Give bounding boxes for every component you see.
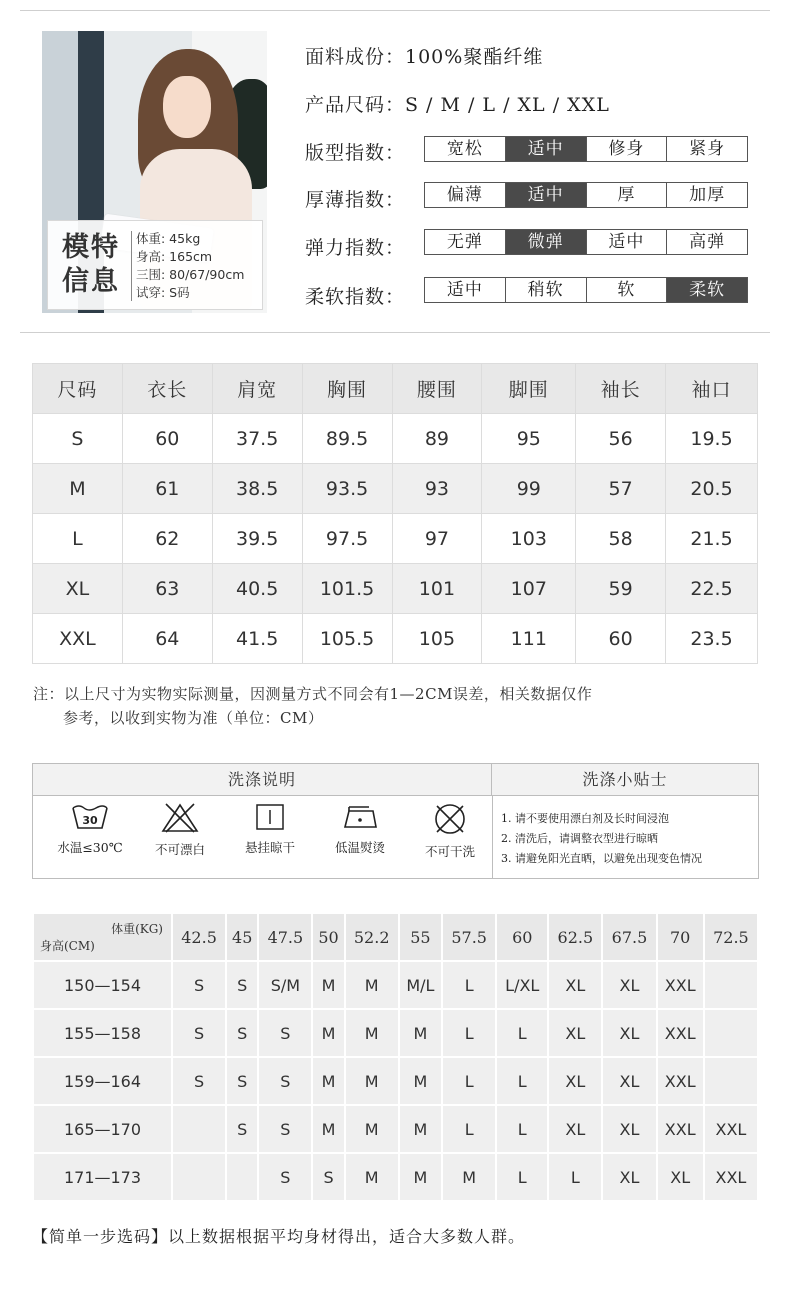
fabric-composition: 面料成份：100%聚酯纤维 bbox=[305, 46, 544, 68]
model-weight: 体重: 45kg bbox=[136, 231, 201, 246]
recommended-size-cell: XL bbox=[602, 1057, 656, 1105]
size-table-header-cell: 肩宽 bbox=[212, 364, 302, 414]
size-table-cell: 21.5 bbox=[666, 514, 758, 564]
weight-header-cell: 55 bbox=[399, 913, 442, 961]
measurement-note-line2: 参考，以收到实物为准（单位：CM） bbox=[63, 709, 324, 727]
size-table-cell: 19.5 bbox=[666, 414, 758, 464]
thickness-option: 适中 bbox=[506, 183, 587, 207]
recommended-size-cell: L bbox=[496, 1105, 548, 1153]
top-divider bbox=[20, 10, 770, 11]
recommended-size-cell: S bbox=[172, 1057, 226, 1105]
size-table-header-cell: 腰围 bbox=[392, 364, 482, 414]
recommended-size-cell: XL bbox=[548, 1009, 602, 1057]
svg-text:30: 30 bbox=[82, 814, 98, 827]
size-table-cell: 95 bbox=[482, 414, 576, 464]
size-table-header-cell: 脚围 bbox=[482, 364, 576, 414]
weight-table-header bbox=[33, 913, 758, 961]
recommended-size-cell: M bbox=[442, 1153, 496, 1201]
recommended-size-cell: S bbox=[226, 1105, 258, 1153]
size-table-cell: 60 bbox=[122, 414, 212, 464]
size-table-cell: 41.5 bbox=[212, 614, 302, 664]
recommended-size-cell: L bbox=[442, 1009, 496, 1057]
low-iron-item bbox=[315, 802, 405, 856]
care-tip: 3. 请避免阳光直晒，以避免出现变色情况 bbox=[501, 852, 702, 865]
model-trial-size: 试穿: S码 bbox=[136, 285, 190, 300]
size-table-cell: 57 bbox=[576, 464, 666, 514]
stretch-option: 高弹 bbox=[689, 232, 726, 252]
recommended-size-cell: M bbox=[312, 1009, 344, 1057]
recommended-size-cell: M bbox=[345, 961, 399, 1009]
size-table-cell: 39.5 bbox=[212, 514, 302, 564]
thickness-option: 偏薄 bbox=[425, 183, 506, 207]
size-table-cell: L bbox=[33, 514, 123, 564]
stretch-index-scale bbox=[424, 229, 748, 255]
weight-header-cell: 67.5 bbox=[602, 913, 656, 961]
fit-index-scale bbox=[424, 136, 748, 162]
size-table-row bbox=[33, 464, 758, 514]
section-divider bbox=[20, 332, 770, 333]
care-header: 洗涤说明 bbox=[33, 764, 492, 796]
thickness-option: 厚 bbox=[587, 183, 668, 207]
recommended-size-cell bbox=[226, 1153, 258, 1201]
size-table-header-cell: 袖长 bbox=[576, 364, 666, 414]
wash-30-label: 水温≤30℃ bbox=[57, 840, 123, 855]
softness-index-scale bbox=[424, 277, 748, 303]
recommended-size-cell: XXL bbox=[704, 1153, 758, 1201]
size-table-row bbox=[33, 614, 758, 664]
recommended-size-cell: L bbox=[496, 1153, 548, 1201]
recommended-size-cell: L bbox=[442, 961, 496, 1009]
recommended-size-cell: XL bbox=[602, 1105, 656, 1153]
care-instructions bbox=[32, 763, 759, 879]
fit-option: 宽松 bbox=[425, 137, 506, 161]
fit-option: 适中 bbox=[506, 137, 587, 161]
hang-dry-item bbox=[225, 802, 315, 856]
no-bleach-label: 不可漂白 bbox=[154, 842, 205, 857]
size-table-row bbox=[33, 414, 758, 464]
weight-header-cell: 70 bbox=[657, 913, 704, 961]
no-dry-clean-icon bbox=[432, 802, 468, 836]
height-range-cell: 150—154 bbox=[33, 961, 172, 1009]
recommended-size-cell: L bbox=[442, 1057, 496, 1105]
size-table-cell: 38.5 bbox=[212, 464, 302, 514]
recommended-size-cell: XXL bbox=[657, 1009, 704, 1057]
size-table-cell: 22.5 bbox=[666, 564, 758, 614]
softness-option: 稍软 bbox=[506, 278, 587, 302]
size-table-cell: 61 bbox=[122, 464, 212, 514]
recommended-size-cell: S bbox=[226, 961, 258, 1009]
hang-dry-label: 悬挂晾干 bbox=[244, 840, 295, 855]
recommended-size-cell: S bbox=[226, 1009, 258, 1057]
recommended-size-cell: M bbox=[399, 1153, 442, 1201]
size-table-cell: 62 bbox=[122, 514, 212, 564]
weight-height-corner bbox=[33, 913, 172, 961]
softness-option: 适中 bbox=[425, 278, 506, 302]
size-table-cell: 105 bbox=[392, 614, 482, 664]
height-range-cell: 155—158 bbox=[33, 1009, 172, 1057]
softness-option: 柔软 bbox=[667, 278, 747, 302]
stretch-option: 无弹 bbox=[425, 230, 506, 254]
size-table-cell: XL bbox=[33, 564, 123, 614]
stretch-option: 适中 bbox=[587, 230, 668, 254]
stretch-index-label: 弹力指数： bbox=[305, 237, 406, 259]
model-info-card bbox=[47, 220, 263, 310]
height-range-cell: 159—164 bbox=[33, 1057, 172, 1105]
low-iron-label: 低温熨烫 bbox=[334, 840, 385, 855]
recommended-size-cell: M/L bbox=[399, 961, 442, 1009]
recommended-size-cell: S bbox=[258, 1057, 312, 1105]
recommended-size-cell: L bbox=[496, 1009, 548, 1057]
no-dry-clean-label: 不可干洗 bbox=[424, 844, 475, 859]
thickness-index-label: 厚薄指数： bbox=[305, 189, 406, 211]
height-range-cell: 171—173 bbox=[33, 1153, 172, 1201]
size-table-cell: 107 bbox=[482, 564, 576, 614]
size-table-cell: 56 bbox=[576, 414, 666, 464]
size-chart-table bbox=[32, 363, 758, 664]
size-table-cell: 23.5 bbox=[666, 614, 758, 664]
size-table-cell: 105.5 bbox=[302, 614, 392, 664]
weight-header-cell: 47.5 bbox=[258, 913, 312, 961]
height-range-cell: 165—170 bbox=[33, 1105, 172, 1153]
model-measurements: 三围: 80/67/90cm bbox=[136, 267, 245, 282]
size-table-row bbox=[33, 514, 758, 564]
size-table-cell: XXL bbox=[33, 614, 123, 664]
size-table-cell: 99 bbox=[482, 464, 576, 514]
size-table-cell: 101.5 bbox=[302, 564, 392, 614]
recommended-size-cell: L bbox=[496, 1057, 548, 1105]
size-table-header-cell: 衣长 bbox=[122, 364, 212, 414]
recommended-size-cell bbox=[704, 961, 758, 1009]
weight-table-row bbox=[33, 1153, 758, 1201]
recommended-size-cell: XXL bbox=[657, 961, 704, 1009]
recommended-size-cell: XXL bbox=[657, 1057, 704, 1105]
recommended-size-cell: XL bbox=[657, 1153, 704, 1201]
size-table-header-cell: 尺码 bbox=[33, 364, 123, 414]
size-recommendation-table bbox=[32, 912, 759, 1202]
weight-header-cell: 52.2 bbox=[345, 913, 399, 961]
measurement-note: 注：以上尺寸为实物实际测量，因测量方式不同会有1—2CM误差，相关数据仅作 bbox=[33, 685, 593, 703]
weight-table-row bbox=[33, 1057, 758, 1105]
softness-index-label: 柔软指数： bbox=[305, 286, 406, 308]
recommended-size-cell: S/M bbox=[258, 961, 312, 1009]
size-table-header bbox=[33, 364, 758, 414]
recommended-size-cell: L/XL bbox=[496, 961, 548, 1009]
recommended-size-cell bbox=[172, 1153, 226, 1201]
recommended-size-cell: S bbox=[172, 961, 226, 1009]
size-table-cell: 101 bbox=[392, 564, 482, 614]
wash-30-item bbox=[45, 802, 135, 856]
weight-header-cell: 50 bbox=[312, 913, 344, 961]
recommended-size-cell: M bbox=[312, 961, 344, 1009]
care-tip: 2. 清洗后，请调整衣型进行晾晒 bbox=[501, 832, 658, 845]
size-table-row bbox=[33, 564, 758, 614]
recommended-size-cell: M bbox=[312, 1057, 344, 1105]
size-table-cell: 59 bbox=[576, 564, 666, 614]
fit-option: 紧身 bbox=[689, 139, 726, 159]
size-table-cell: 103 bbox=[482, 514, 576, 564]
size-table-cell: 89 bbox=[392, 414, 482, 464]
recommended-size-cell bbox=[704, 1009, 758, 1057]
care-tip: 1. 请不要使用漂白剂及长时间浸泡 bbox=[501, 812, 669, 825]
weight-header-cell: 60 bbox=[496, 913, 548, 961]
recommended-size-cell: S bbox=[258, 1105, 312, 1153]
size-table-cell: 97 bbox=[392, 514, 482, 564]
size-table-cell: 63 bbox=[122, 564, 212, 614]
recommended-size-cell bbox=[172, 1105, 226, 1153]
size-selection-footer: 【简单一步选码】以上数据根据平均身材得出，适合大多数人群。 bbox=[32, 1227, 526, 1246]
size-table-cell: 20.5 bbox=[666, 464, 758, 514]
recommended-size-cell bbox=[704, 1057, 758, 1105]
size-table-cell: 37.5 bbox=[212, 414, 302, 464]
model-info-title: 模特 信息 bbox=[62, 232, 120, 297]
no-dry-clean-item bbox=[405, 802, 495, 860]
model-height: 身高: 165cm bbox=[136, 249, 213, 264]
care-tips-header: 洗涤小贴士 bbox=[492, 764, 758, 796]
recommended-size-cell: M bbox=[399, 1009, 442, 1057]
size-table-cell: 111 bbox=[482, 614, 576, 664]
size-table-cell: 40.5 bbox=[212, 564, 302, 614]
size-table-cell: 93 bbox=[392, 464, 482, 514]
recommended-size-cell: M bbox=[399, 1105, 442, 1153]
size-table-cell: S bbox=[33, 414, 123, 464]
softness-option: 软 bbox=[587, 278, 668, 302]
product-sizes: 产品尺码：S / M / L / XL / XXL bbox=[305, 94, 610, 116]
recommended-size-cell: XL bbox=[548, 1105, 602, 1153]
stretch-option: 微弹 bbox=[506, 230, 587, 254]
weight-header-cell: 45 bbox=[226, 913, 258, 961]
wash-30-icon bbox=[70, 802, 110, 832]
fit-option: 修身 bbox=[587, 137, 668, 161]
size-table-header-cell: 胸围 bbox=[302, 364, 392, 414]
recommended-size-cell: XL bbox=[548, 961, 602, 1009]
recommended-size-cell: M bbox=[345, 1105, 399, 1153]
fit-index-label: 版型指数： bbox=[305, 142, 406, 164]
weight-header-cell: 72.5 bbox=[704, 913, 758, 961]
size-table-cell: 89.5 bbox=[302, 414, 392, 464]
recommended-size-cell: S bbox=[258, 1009, 312, 1057]
weight-header-cell: 62.5 bbox=[548, 913, 602, 961]
size-table-cell: 64 bbox=[122, 614, 212, 664]
weight-table-row bbox=[33, 961, 758, 1009]
thickness-index-scale bbox=[424, 182, 748, 208]
care-tips-list bbox=[501, 809, 702, 869]
recommended-size-cell: S bbox=[226, 1057, 258, 1105]
recommended-size-cell: M bbox=[345, 1009, 399, 1057]
no-bleach-item bbox=[135, 802, 225, 858]
weight-table-row bbox=[33, 1009, 758, 1057]
recommended-size-cell: XL bbox=[602, 1009, 656, 1057]
recommended-size-cell: S bbox=[312, 1153, 344, 1201]
hang-dry-icon bbox=[254, 802, 286, 832]
weight-header-cell: 42.5 bbox=[172, 913, 226, 961]
recommended-size-cell: S bbox=[172, 1009, 226, 1057]
size-table-cell: 93.5 bbox=[302, 464, 392, 514]
size-table-header-cell: 袖口 bbox=[666, 364, 758, 414]
size-table-cell: 58 bbox=[576, 514, 666, 564]
recommended-size-cell: XL bbox=[548, 1057, 602, 1105]
thickness-option: 加厚 bbox=[689, 185, 726, 205]
size-table-cell: M bbox=[33, 464, 123, 514]
recommended-size-cell: M bbox=[312, 1105, 344, 1153]
weight-table-row bbox=[33, 1105, 758, 1153]
recommended-size-cell: L bbox=[548, 1153, 602, 1201]
weight-axis-label: 体重(KG) bbox=[111, 922, 163, 936]
recommended-size-cell: XL bbox=[602, 961, 656, 1009]
recommended-size-cell: M bbox=[345, 1057, 399, 1105]
size-table-cell: 97.5 bbox=[302, 514, 392, 564]
recommended-size-cell: XL bbox=[602, 1153, 656, 1201]
recommended-size-cell: XXL bbox=[704, 1105, 758, 1153]
recommended-size-cell: L bbox=[442, 1105, 496, 1153]
recommended-size-cell: XXL bbox=[657, 1105, 704, 1153]
recommended-size-cell: S bbox=[258, 1153, 312, 1201]
low-iron-icon bbox=[339, 802, 381, 832]
size-table-cell: 60 bbox=[576, 614, 666, 664]
height-axis-label: 身高(CM) bbox=[40, 939, 95, 953]
no-bleach-icon bbox=[160, 802, 200, 834]
recommended-size-cell: M bbox=[345, 1153, 399, 1201]
weight-header-cell: 57.5 bbox=[442, 913, 496, 961]
recommended-size-cell: M bbox=[399, 1057, 442, 1105]
